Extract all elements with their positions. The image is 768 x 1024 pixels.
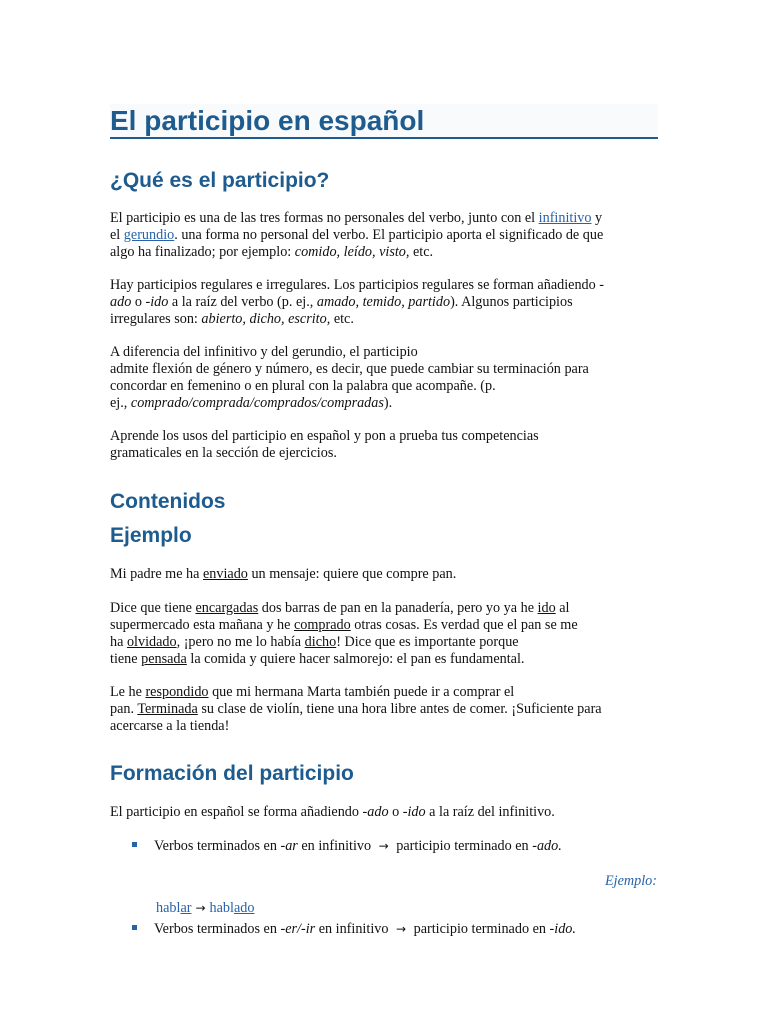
paragraph-flexion <box>110 344 670 412</box>
paragraph-ejemplo-1 <box>110 566 670 583</box>
paragraph-line: gramaticales en la sección de ejercicios. <box>110 445 337 461</box>
page-title: El participio en español <box>110 104 658 139</box>
participle-underlined: Terminada <box>137 701 198 717</box>
section-heading-que-es: ¿Qué es el participio? <box>110 169 330 192</box>
paragraph-line: irregulares son: abierto, dicho, escrito, etc. <box>110 311 354 327</box>
paragraph-line: ha olvidado, ¡pero no me lo había dicho! Dice que es importante porque <box>110 634 519 650</box>
section-heading-contenidos[interactable]: Contenidos <box>110 490 226 513</box>
arrow-right-icon: → <box>396 922 407 936</box>
participle-underlined: enviado <box>202 566 248 582</box>
paragraph-line: A diferencia del infinitivo y del gerundio, el participio <box>110 344 418 360</box>
participle-underlined: pensada <box>141 651 187 667</box>
bullet-square-icon <box>132 842 137 847</box>
paragraph-line: Dice que tiene encargadas dos barras de pan en la panadería, pero yo ya he ido al <box>110 600 570 616</box>
paragraph-line: Le he respondido que mi hermana Marta también puede ir a comprar el <box>110 684 515 700</box>
example-hablar-hablado: hablar → hablado <box>156 900 255 916</box>
paragraph-line: Aprende los usos del participio en español y pon a prueba tus competencias <box>110 428 539 444</box>
paragraph-line: supermercado esta mañana y he comprado otras cosas. Es verdad que el pan se me <box>110 617 578 633</box>
paragraph-ejemplo-3 <box>110 684 670 735</box>
paragraph-line: concordar en femenino o en plural con la palabra que acompañe. (p. <box>110 378 496 394</box>
paragraph-line: El participio es una de las tres formas no personales del verbo, junto con el infinitivo y <box>110 210 603 226</box>
paragraph-line: admite flexión de género y número, es decir, que puede cambiar su terminación para <box>110 361 589 377</box>
section-heading-formacion: Formación del participio <box>110 762 354 785</box>
participle-underlined: comprado <box>293 617 351 633</box>
section-heading-ejemplo: Ejemplo <box>110 524 192 547</box>
link-gerundio[interactable]: gerundio <box>123 227 175 243</box>
paragraph-definition <box>110 210 670 261</box>
arrow-right-icon: → <box>195 901 206 915</box>
paragraph-line: Mi padre me ha enviado un mensaje: quiere que compre pan. <box>110 566 457 582</box>
participle-underlined: olvidado <box>126 634 177 650</box>
ejemplo-label: Ejemplo: <box>604 873 657 889</box>
paragraph-aprende <box>110 428 670 462</box>
paragraph-line: ej., comprado/comprada/comprados/compradas). <box>110 395 393 411</box>
paragraph-line: ado o -ido a la raíz del verbo (p. ej., amado, temido, partido). Algunos participios <box>110 294 573 310</box>
arrow-right-icon: → <box>378 839 389 853</box>
paragraph-line: Hay participios regulares e irregulares. Los participios regulares se forman añadiendo - <box>110 277 605 293</box>
ending-underlined: ado <box>233 900 255 916</box>
participle-underlined: respondido <box>145 684 209 700</box>
participle-underlined: ido <box>537 600 556 616</box>
bullet-item-er-ir: Verbos terminados en -er/-ir en infinitivo → participio terminado en -ido. <box>132 921 576 938</box>
bullet-square-icon <box>132 925 137 930</box>
paragraph-line: El participio en español se forma añadiendo -ado o -ido a la raíz del infinitivo. <box>110 804 555 820</box>
participle-underlined: dicho <box>304 634 337 650</box>
paragraph-line: algo ha finalizado; por ejemplo: comido, leído, visto, etc. <box>110 244 434 260</box>
paragraph-formacion-intro <box>110 804 670 821</box>
paragraph-line: tiene pensada la comida y quiere hacer salmorejo: el pan es fundamental. <box>110 651 525 667</box>
link-infinitivo[interactable]: infinitivo <box>538 210 592 226</box>
paragraph-line: pan. Terminada su clase de violín, tiene una hora libre antes de comer. ¡Suficiente para <box>110 701 602 717</box>
participle-underlined: encargadas <box>195 600 259 616</box>
paragraph-regular-irregular <box>110 277 670 328</box>
ending-underlined: ar <box>180 900 192 916</box>
bullet-item-ar: Verbos terminados en -ar en infinitivo → participio terminado en -ado. <box>132 838 562 855</box>
paragraph-ejemplo-2 <box>110 600 670 668</box>
paragraph-line: acercarse a la tienda! <box>110 718 230 734</box>
paragraph-line: el gerundio. una forma no personal del verbo. El participio aporta el significado de que <box>110 227 604 243</box>
